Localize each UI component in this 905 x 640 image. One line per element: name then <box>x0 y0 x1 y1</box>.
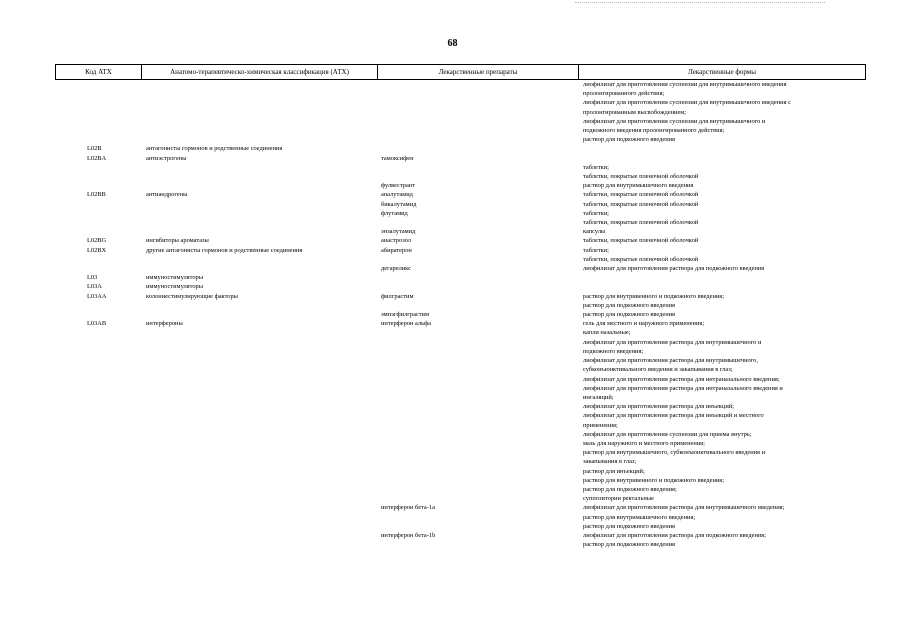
table-row <box>55 209 866 218</box>
row-classification <box>140 126 375 135</box>
row-code <box>55 476 140 485</box>
table-row <box>55 190 866 199</box>
table-row <box>55 246 866 255</box>
row-code <box>55 310 140 319</box>
row-form: ингаляций; <box>583 393 614 401</box>
row-drug: тамоксифен <box>381 154 414 162</box>
row-form: лиофилизат для приготовления суспензии для внутримышечного введения <box>583 81 787 88</box>
row-code <box>55 513 140 522</box>
row-code <box>55 485 140 494</box>
row-classification <box>140 365 375 374</box>
row-code <box>55 98 140 107</box>
row-form: подкожного введения пролонгированного действия; <box>583 127 725 135</box>
table-row <box>55 108 866 117</box>
row-drug <box>375 540 575 549</box>
table-row <box>55 356 866 365</box>
row-code <box>55 172 140 181</box>
table-row <box>55 144 866 153</box>
row-drug <box>375 80 575 89</box>
row-classification <box>140 338 375 347</box>
row-code: L02BB <box>87 191 106 199</box>
table-row <box>55 172 866 181</box>
row-form: таблетки, покрытые пленочной оболочкой <box>583 255 699 263</box>
table-row <box>55 384 866 393</box>
row-classification <box>140 476 375 485</box>
row-code <box>55 301 140 310</box>
row-code <box>55 365 140 374</box>
row-form: субконъюнктивального введения и закапывания в глаз; <box>583 366 733 374</box>
row-form: раствор для внутримышечного, субконъюнктивального введения и <box>583 449 766 457</box>
row-code <box>55 421 140 430</box>
row-form: раствор для внутримышечного введения; <box>583 513 696 521</box>
row-drug <box>375 513 575 522</box>
row-code <box>55 439 140 448</box>
row-form: лиофилизат для приготовления раствора для подкожного введения <box>583 265 765 273</box>
row-code <box>55 126 140 135</box>
row-code <box>55 80 140 89</box>
table-row <box>55 467 866 476</box>
table-row <box>55 301 866 310</box>
table-row <box>55 503 866 512</box>
row-code <box>55 467 140 476</box>
row-drug: интерферон альфа <box>381 320 432 328</box>
row-code: L02B <box>87 145 102 153</box>
row-form: раствор для подкожного введения <box>583 541 676 549</box>
row-classification <box>140 255 375 264</box>
row-form: таблетки; <box>583 246 609 254</box>
table-row <box>55 80 866 89</box>
table-row <box>55 163 866 172</box>
row-drug <box>375 457 575 466</box>
table-row <box>55 338 866 347</box>
row-code <box>55 375 140 384</box>
row-drug: эмпэгфилграстим <box>381 311 430 319</box>
row-form: применения; <box>583 421 618 429</box>
table-row <box>55 513 866 522</box>
row-drug <box>375 172 575 181</box>
row-classification <box>140 411 375 420</box>
row-classification <box>140 457 375 466</box>
row-drug: абиратерон <box>381 246 412 254</box>
row-drug <box>375 384 575 393</box>
row-classification <box>140 209 375 218</box>
row-classification <box>140 494 375 503</box>
row-drug <box>375 375 575 384</box>
row-classification <box>140 80 375 89</box>
row-classification <box>140 310 375 319</box>
row-form: таблетки; <box>583 163 609 171</box>
row-classification <box>140 181 375 190</box>
row-classification <box>140 531 375 540</box>
page-number: 68 <box>447 38 458 49</box>
table-row <box>55 522 866 531</box>
table-row <box>55 310 866 319</box>
row-code <box>55 448 140 457</box>
row-drug: флутамид <box>381 209 408 217</box>
row-code <box>55 264 140 273</box>
row-drug <box>375 218 575 227</box>
row-drug <box>375 448 575 457</box>
row-classification <box>140 117 375 126</box>
row-form: лиофилизат для приготовления суспензии для внутримышечного и <box>583 117 766 125</box>
row-classification: антагонисты гормонов и родственные соединения <box>146 145 283 153</box>
row-drug: интерферон бета-1b <box>381 531 436 539</box>
table-row <box>55 200 866 209</box>
row-classification <box>140 402 375 411</box>
row-form: гель для местного и наружного применения; <box>583 320 705 328</box>
row-code <box>55 200 140 209</box>
table-row <box>55 117 866 126</box>
row-classification: ингибиторы ароматазы <box>146 237 209 245</box>
row-form: закапывания в глаз; <box>583 458 637 466</box>
row-classification <box>140 375 375 384</box>
table-row <box>55 347 866 356</box>
row-drug <box>375 255 575 264</box>
row-code <box>55 356 140 365</box>
header-code: Код АТХ <box>56 65 142 79</box>
row-form: суппозитории ректальные <box>583 495 654 503</box>
row-code <box>55 227 140 236</box>
row-classification <box>140 448 375 457</box>
row-form: лиофилизат для приготовления раствора для подкожного введения; <box>583 531 766 539</box>
row-classification <box>140 540 375 549</box>
row-form: лиофилизат для приготовления раствора для инъекций; <box>583 403 734 411</box>
row-form: пролонгированного действия; <box>583 90 665 98</box>
row-code <box>55 209 140 218</box>
row-classification <box>140 172 375 181</box>
table-row <box>55 430 866 439</box>
row-drug: бикалутамид <box>381 200 417 208</box>
row-form: таблетки, покрытые пленочной оболочкой <box>583 191 699 199</box>
row-classification: антиандрогены <box>146 191 188 199</box>
row-form <box>575 282 861 291</box>
row-form: таблетки; <box>583 209 609 217</box>
row-classification <box>140 328 375 337</box>
row-drug <box>375 485 575 494</box>
table-row <box>55 292 866 301</box>
row-drug: анастрозол <box>381 237 411 245</box>
row-form: раствор для подкожного введения <box>583 136 676 144</box>
row-form: лиофилизат для приготовления раствора для инъекций и местного <box>583 412 764 420</box>
row-code <box>55 522 140 531</box>
table-row <box>55 319 866 328</box>
row-form <box>575 273 861 282</box>
atc-table <box>55 64 866 600</box>
row-form: подкожного введения; <box>583 347 644 355</box>
row-code <box>55 117 140 126</box>
row-classification <box>140 393 375 402</box>
row-classification <box>140 108 375 117</box>
row-classification <box>140 301 375 310</box>
row-code <box>55 338 140 347</box>
row-form: раствор для подкожного введения <box>583 522 676 530</box>
row-code <box>55 218 140 227</box>
table-row <box>55 439 866 448</box>
row-code <box>55 89 140 98</box>
table-row <box>55 411 866 420</box>
row-classification <box>140 347 375 356</box>
row-drug <box>375 522 575 531</box>
table-row <box>55 135 866 144</box>
row-form: лиофилизат для приготовления раствора для интраназального введения; <box>583 375 780 383</box>
row-code <box>55 430 140 439</box>
row-form: капсулы <box>583 228 606 236</box>
row-classification <box>140 384 375 393</box>
row-drug <box>375 328 575 337</box>
row-form: капли назальные; <box>583 329 631 337</box>
row-form <box>575 144 861 153</box>
table-row <box>55 393 866 402</box>
table-row <box>55 282 866 291</box>
row-drug: интерферон бета-1a <box>381 504 435 512</box>
row-classification <box>140 89 375 98</box>
row-form: раствор для внутривенного и подкожного введения; <box>583 292 725 300</box>
row-form: лиофилизат для приготовления суспензии для приема внутрь; <box>583 430 752 438</box>
row-classification <box>140 98 375 107</box>
row-code <box>55 540 140 549</box>
row-code <box>55 135 140 144</box>
row-form: лиофилизат для приготовления раствора для внутримышечного, <box>583 357 758 365</box>
row-classification <box>140 227 375 236</box>
row-code <box>55 384 140 393</box>
row-drug <box>375 421 575 430</box>
row-form: раствор для подкожного введения; <box>583 485 677 493</box>
row-classification <box>140 513 375 522</box>
header-classification: Анатомо-терапевтическо-химическая классификация (АТХ) <box>142 65 378 79</box>
row-code <box>55 181 140 190</box>
row-code: L02BA <box>87 154 107 162</box>
table-row <box>55 531 866 540</box>
table-row <box>55 89 866 98</box>
row-code: L03AB <box>87 320 107 328</box>
row-drug: фулвестрант <box>381 182 416 190</box>
row-classification: колониестимулирующие факторы <box>146 292 238 300</box>
row-drug: энзалутамид <box>381 228 416 236</box>
row-form: лиофилизат для приготовления раствора для внутримышечного и <box>583 338 762 346</box>
row-classification <box>140 264 375 273</box>
row-classification: иммуностимуляторы <box>146 283 204 291</box>
row-code <box>55 494 140 503</box>
row-form: лиофилизат для приготовления раствора для внутримышечного введения; <box>583 504 785 512</box>
table-row <box>55 328 866 337</box>
row-drug <box>375 163 575 172</box>
row-drug <box>375 144 575 153</box>
table-row <box>55 126 866 135</box>
table-body <box>55 80 866 600</box>
row-code <box>55 347 140 356</box>
row-classification: антиэстрогены <box>146 154 187 162</box>
row-drug <box>375 365 575 374</box>
table-row <box>55 402 866 411</box>
row-form: раствор для подкожного введения <box>583 311 676 319</box>
row-drug <box>375 393 575 402</box>
row-classification <box>140 430 375 439</box>
row-form: таблетки, покрытые пленочной оболочкой <box>583 237 699 245</box>
table-row <box>55 181 866 190</box>
row-code: L03AA <box>87 292 107 300</box>
row-drug <box>375 476 575 485</box>
table-row <box>55 457 866 466</box>
row-drug <box>375 89 575 98</box>
table-row <box>55 227 866 236</box>
table-row <box>55 273 866 282</box>
row-drug <box>375 402 575 411</box>
row-drug <box>375 411 575 420</box>
row-code <box>55 255 140 264</box>
row-classification <box>140 200 375 209</box>
scan-artifact-line <box>575 2 825 4</box>
row-code <box>55 457 140 466</box>
row-drug <box>375 273 575 282</box>
table-row <box>55 154 866 163</box>
row-classification <box>140 356 375 365</box>
row-classification <box>140 163 375 172</box>
row-form: раствор для внутримышечного введения <box>583 182 694 190</box>
row-form: лиофилизат для приготовления раствора для интраназального введения и <box>583 384 783 392</box>
table-row <box>55 98 866 107</box>
table-row <box>55 255 866 264</box>
row-drug <box>375 126 575 135</box>
row-classification: интерфероны <box>146 320 183 328</box>
row-classification <box>140 522 375 531</box>
row-drug <box>375 467 575 476</box>
row-form: раствор для подкожного введения <box>583 301 676 309</box>
row-classification <box>140 218 375 227</box>
table-row <box>55 540 866 549</box>
table-row <box>55 494 866 503</box>
row-classification <box>140 503 375 512</box>
table-row <box>55 218 866 227</box>
table-row <box>55 485 866 494</box>
row-form: раствор для инъекций; <box>583 467 645 475</box>
row-drug <box>375 439 575 448</box>
row-classification <box>140 485 375 494</box>
row-code <box>55 402 140 411</box>
table-row <box>55 421 866 430</box>
row-code <box>55 393 140 402</box>
row-drug <box>375 135 575 144</box>
row-form: таблетки, покрытые пленочной оболочкой <box>583 219 699 227</box>
table-row <box>55 264 866 273</box>
table-row <box>55 375 866 384</box>
row-code: L03A <box>87 283 102 291</box>
row-classification <box>140 467 375 476</box>
row-form <box>575 154 861 163</box>
row-code <box>55 108 140 117</box>
row-drug: филграстим <box>381 292 414 300</box>
row-drug <box>375 430 575 439</box>
row-code: L02BX <box>87 246 107 254</box>
row-form: раствор для внутривенного и подкожного введения; <box>583 476 725 484</box>
row-code <box>55 163 140 172</box>
row-drug <box>375 347 575 356</box>
header-drugs: Лекарственные препараты <box>378 65 579 79</box>
row-classification <box>140 135 375 144</box>
row-drug <box>375 117 575 126</box>
row-form: лиофилизат для приготовления суспензии для внутримышечного введения с <box>583 99 791 107</box>
row-form: таблетки, покрытые пленочной оболочкой <box>583 173 699 181</box>
row-drug <box>375 356 575 365</box>
row-code <box>55 411 140 420</box>
row-drug: дегареликс <box>381 265 411 273</box>
table-row <box>55 365 866 374</box>
row-form: пролонгированным высвобождением; <box>583 108 687 116</box>
row-classification: другие антагонисты гормонов и родственные соединения <box>146 246 303 254</box>
table-row <box>55 236 866 245</box>
row-drug <box>375 301 575 310</box>
row-drug <box>375 108 575 117</box>
row-code <box>55 328 140 337</box>
row-classification: иммуностимуляторы <box>146 274 204 282</box>
table-header <box>55 64 866 80</box>
row-drug <box>375 98 575 107</box>
row-form: таблетки, покрытые пленочной оболочкой <box>583 200 699 208</box>
row-drug <box>375 494 575 503</box>
row-code: L02BG <box>87 237 107 245</box>
row-drug <box>375 282 575 291</box>
row-code <box>55 503 140 512</box>
table-row <box>55 448 866 457</box>
header-forms: Лекарственные формы <box>688 68 756 76</box>
row-code <box>55 531 140 540</box>
row-drug: апалутамид <box>381 191 413 199</box>
table-row <box>55 476 866 485</box>
row-code: L03 <box>87 274 98 282</box>
row-classification <box>140 421 375 430</box>
row-classification <box>140 439 375 448</box>
row-drug <box>375 338 575 347</box>
row-form: мазь для наружного и местного применения; <box>583 439 705 447</box>
